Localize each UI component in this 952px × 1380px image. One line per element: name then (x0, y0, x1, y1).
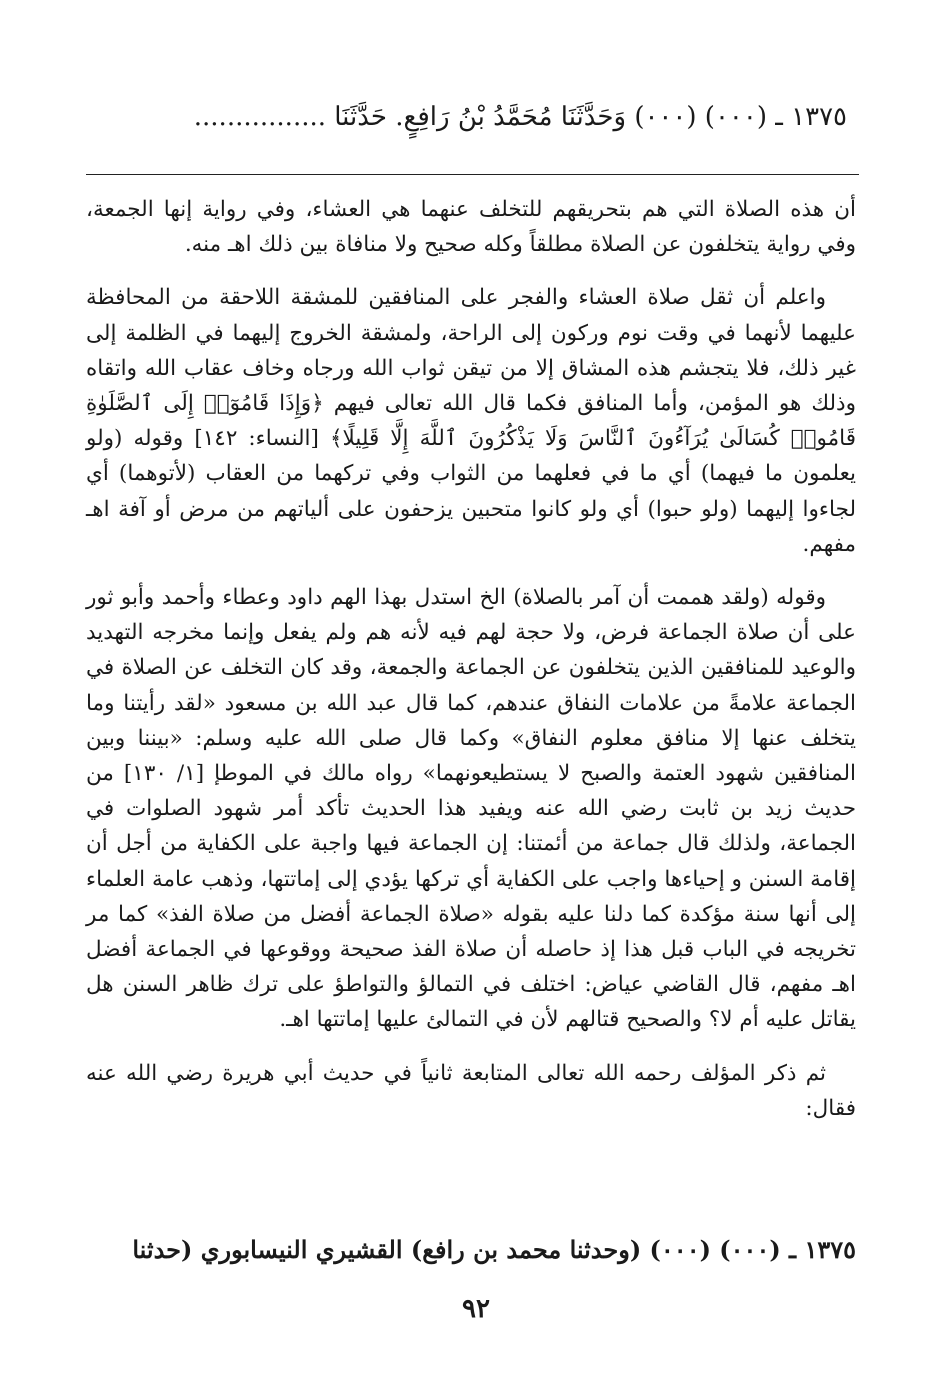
paragraph: وقوله (ولقد هممت أن آمر بالصلاة) الخ استدل بهذا الهم داود وعطاء وأحمد وأبو ثور على أن صلاة الجماعة فرض، ولا حجة لهم فيه لأنه هم ولم يفعل وإنما مخرجه التهديد والوعيد للمنافقين الذين يتخلفون عن الجماعة والجمعة، وقد كان التخلف عن الصلاة في الجماعة علامةً من علامات النفاق عندهم، كما قال عبد الله بن مسعود «لقد رأيتنا وما يتخلف عنها إلا منافق معلوم النفاق» وكما قال صلى الله عليه وسلم: «بيننا وبين المنافقين شهود العتمة والصبح لا يستطيعونهما» رواه مالك في الموطإ [١/ ١٣٠] من حديث زيد بن ثابت رضي الله عنه ويفيد هذا الحديث تأكد أمر شهود الصلوات في الجماعة، ولذلك قال جماعة من أئمتنا: إن الجماعة فيها واجبة على الكفاية من أجل أن إقامة السنن و إحياءها واجب على الكفاية أي تركها يؤدي إلى إماتتها، وذهب عامة العلماء إلى أنها سنة مؤكدة كما دلنا عليه بقوله «صلاة الجماعة أفضل من صلاة الفذ» كما مر تخريجه في الباب قبل هذا إذ حاصله أن صلاة الفذ صحيحة ووقوعها في الجماعة أفضل اهـ مفهم، قال القاضي عياض: اختلف في التمالؤ والتواطؤ على ترك ظاهر السنن هل يقاتل عليه أم لا؟ والصحيح قتالهم لأن في التمالئ عليها إماتتها اهـ. (86, 585, 857, 1033)
paragraph: ثم ذكر المؤلف رحمه الله تعالى المتابعة ثانياً في حديث أبي هريرة رضي الله عنه فقال: (86, 1060, 856, 1121)
hadith-chain-line: ١٣٧٥ ـ (٠٠٠) (٠٠٠) (وحدثنا محمد بن رافع) القشيري النيسابوري (حدثنا (132, 1235, 856, 1264)
header-divider (86, 174, 859, 175)
hadith-header: ١٣٧٥ ـ (٠٠٠) (٠٠٠) وَحَدَّثَنَا مُحَمَّدُ بْنُ رَافِعٍ. حَدَّثَنَا ................ (193, 102, 847, 132)
commentary-body (86, 192, 856, 1144)
paragraph: واعلم أن ثقل صلاة العشاء والفجر على المنافقين للمشقة اللاحقة من المحافظة عليهما لأنهما في وقت نوم وركون إلى الراحة، ولمشقة الخروج إليهما في الظلمة إلى غير ذلك، فلا يتجشم هذه المشاق إلا من تيقن ثواب الله ورجاه وخاف عقاب الله واتقاه وذلك هو المؤمن، وأما المنافق فكما قال الله تعالى فيهم ﴿وَإِذَا قَامُوٓا۟ إِلَى ٱلصَّلَوٰةِ قَامُوا۟ كُسَالَىٰ يُرَآءُونَ ٱلنَّاسَ وَلَا يَذْكُرُونَ ٱللَّهَ إِلَّا قَلِيلًا﴾ [النساء: ١٤٢] وقوله (ولو يعلمون ما فيهما) أي ما في فعلهما من الثواب وفي تركهما من العقاب (لأتوهما) أي لجاءوا إليهما (ولو حبوا) أي ولو كانوا متحبين يزحفون على ألياتهم من مرض أو آفة اهـ مفهم. (86, 285, 856, 557)
paragraph: أن هذه الصلاة التي هم بتحريقهم للتخلف عنهما هي العشاء، وفي رواية إنها الجمعة، وفي رواية يتخلفون عن الصلاة مطلقاً وكله صحيح ولا منافاة بين ذلك اهـ منه. (86, 197, 856, 258)
page-number: ٩٢ (462, 1294, 490, 1324)
